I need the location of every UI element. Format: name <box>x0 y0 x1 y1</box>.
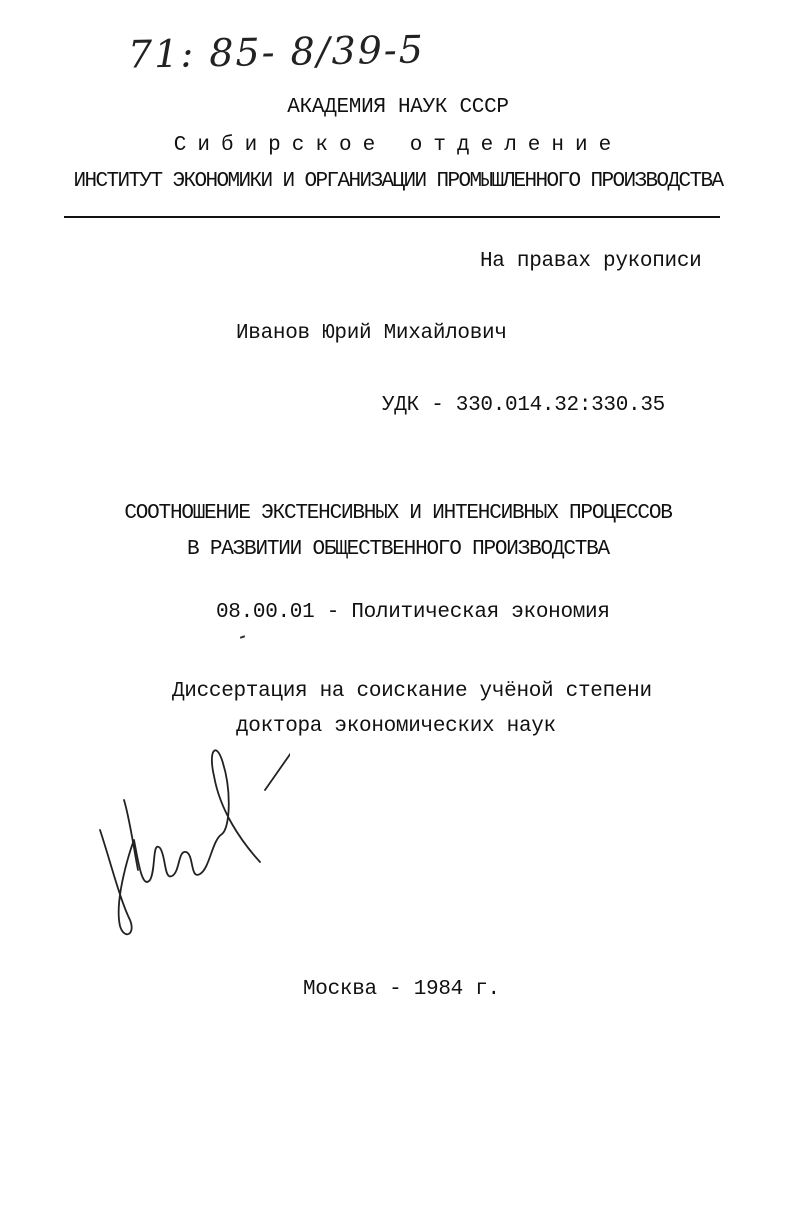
degree-line-1: Диссертация на соискание учёной степени <box>172 680 652 703</box>
division-heading: Сибирское отделение <box>173 134 623 157</box>
author-name: Иванов Юрий Михайлович <box>236 322 507 345</box>
signature-stroke <box>265 740 290 790</box>
degree-line-2: доктора экономических наук <box>236 715 556 738</box>
header-divider <box>64 216 720 218</box>
academy-heading: АКАДЕМИЯ НАУК СССР <box>287 96 509 119</box>
stray-mark <box>240 635 245 639</box>
specialty-code: 08.00.01 - Политическая экономия <box>216 601 610 624</box>
institute-heading: ИНСТИТУТ ЭКОНОМИКИ И ОРГАНИЗАЦИИ ПРОМЫШЛЕННОГО ПРОИЗВОДСТВА <box>73 170 723 193</box>
archive-number-handwritten: 71: 85- 8/39-5 <box>127 27 426 77</box>
title-line-2: В РАЗВИТИИ ОБЩЕСТВЕННОГО ПРОИЗВОДСТВА <box>187 538 609 561</box>
signature-stroke <box>100 750 260 934</box>
udc-code: УДК - 330.014.32:330.35 <box>382 394 665 417</box>
manuscript-note: На правах рукописи <box>480 250 702 273</box>
author-signature <box>90 730 290 950</box>
signature-stroke <box>124 800 138 870</box>
place-and-year: Москва - 1984 г. <box>303 978 500 1001</box>
title-line-1: СООТНОШЕНИЕ ЭКСТЕНСИВНЫХ И ИНТЕНСИВНЫХ ПРОЦЕССОВ <box>124 502 672 525</box>
